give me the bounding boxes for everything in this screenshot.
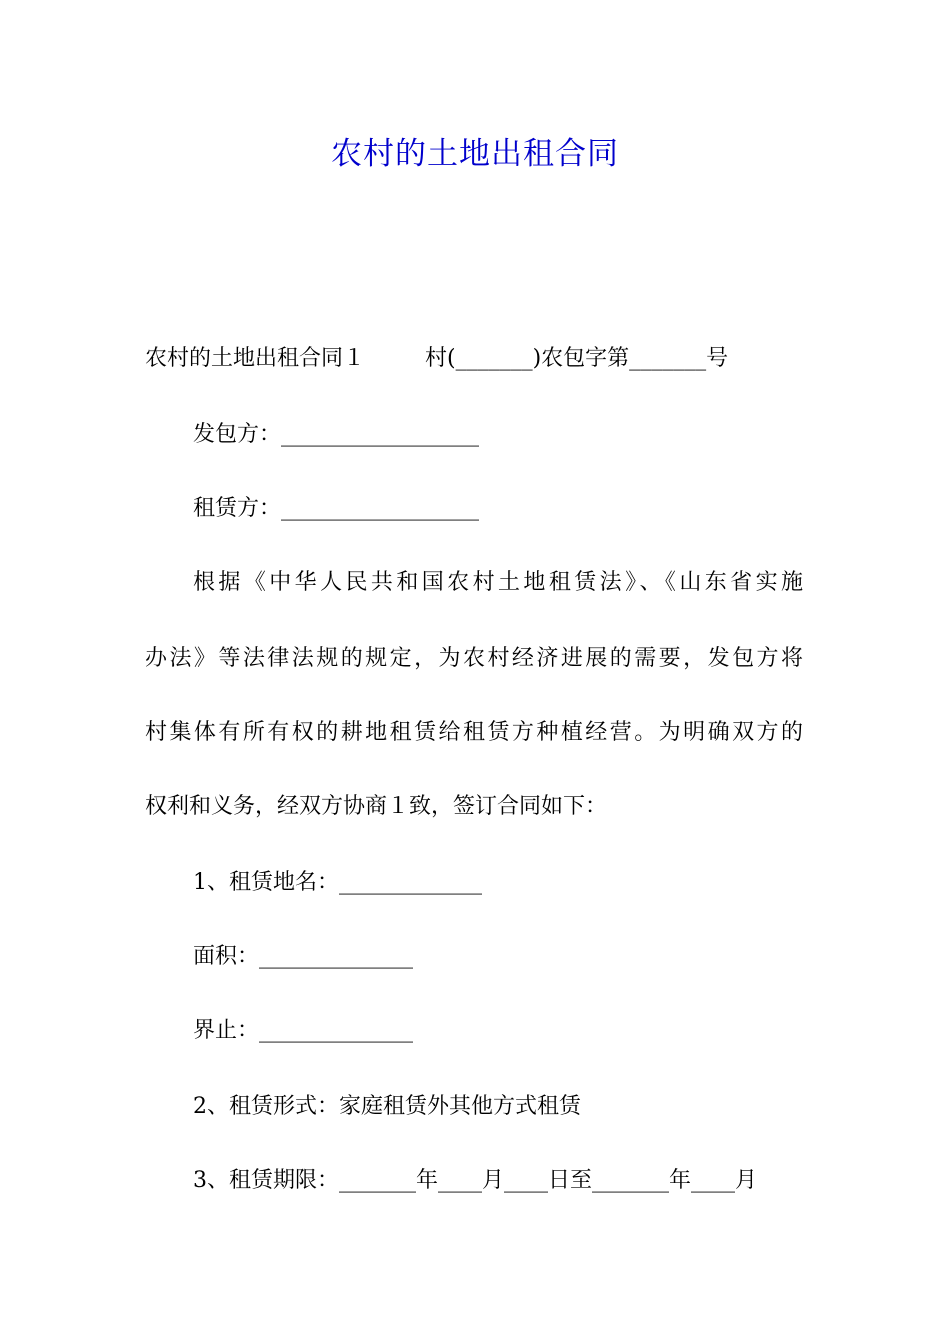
- intro-line-3: 村集体有所有权的耕地租赁给租赁方种植经营。为明确双方的: [145, 720, 803, 745]
- clause-3-lease-term: 3、租赁期限：_______年____月____日至_______年____月: [193, 1168, 757, 1193]
- intro-line-2: 办法》等法律法规的规定，为农村经济进展的需要，发包方将: [145, 646, 803, 671]
- boundary-field: 界止：______________: [193, 1018, 414, 1043]
- clause-2-lease-form: 2、租赁形式：家庭租赁外其他方式租赁: [193, 1094, 581, 1119]
- contract-number-line: 村(_______)农包字第_______号: [425, 346, 729, 371]
- document-title: 农村的土地出租合同: [331, 136, 619, 172]
- area-field: 面积：______________: [193, 944, 414, 969]
- header-prefix: 农村的土地出租合同１: [145, 346, 366, 371]
- lessee-field: 租赁方：__________________: [193, 496, 480, 521]
- clause-1-lease-location: 1、租赁地名：_____________: [193, 870, 482, 895]
- intro-line-1: 根据《中华人民共和国农村土地租赁法》、《山东省实施: [193, 570, 803, 595]
- contractor-field: 发包方：__________________: [193, 422, 480, 447]
- intro-line-4: 权利和义务，经双方协商１致，签订合同如下：: [145, 794, 608, 819]
